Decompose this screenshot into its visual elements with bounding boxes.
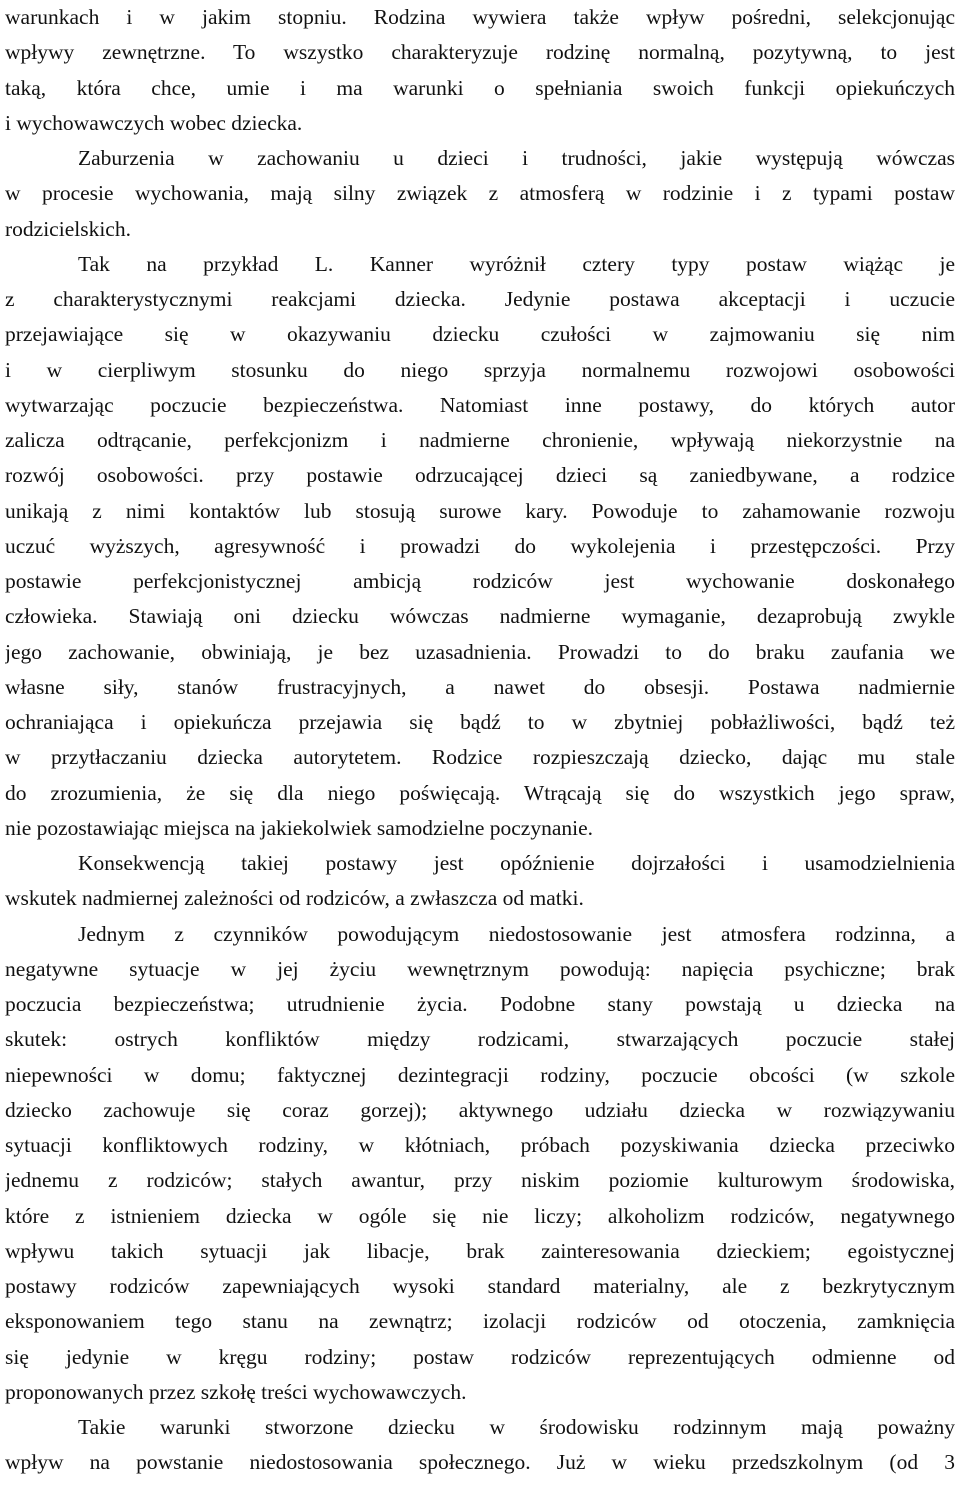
text-line: Konsekwencją takiej postawy jest opóźnienie dojrzałości i usamodzielnienia [78, 851, 955, 875]
text-line: człowieka. Stawiają oni dziecku wówczas nadmierne wymaganie, dezaprobują zwykle [5, 604, 955, 629]
text-line: nie pozostawiając miejsca na jakiekolwiek samodzielne poczynanie. [5, 815, 594, 840]
text-line: rodzicielskich. [5, 216, 131, 241]
text-line: proponowanych przez szkołę treści wychowawczych. [5, 1379, 467, 1404]
text-line: niepewności w domu; faktycznej dezintegracji rodziny, poczucie obcości (w szkole [5, 1062, 955, 1087]
text-line: postawy rodziców zapewniających wysoki standard materialny, ale z bezkrytycznym [5, 1274, 955, 1298]
text-line: postawie perfekcjonistycznej ambicją rodziców jest wychowanie doskonałego [5, 569, 955, 593]
text-line: się jedynie w kręgu rodziny; postaw rodziców reprezentujących odmienne od [5, 1344, 955, 1369]
text-line: negatywne sytuacje w jej życiu wewnętrznym powodują: napięcia psychiczne; brak [5, 956, 955, 981]
text-line: własne siły, stanów frustracyjnych, a nawet do obsesji. Postawa nadmiernie [5, 674, 955, 699]
text-line: eksponowaniem tego stanu na zewnątrz; izolacji rodziców od otoczenia, zamknięcia [5, 1309, 955, 1334]
text-line: przejawiające się w okazywaniu dziecku czułości w zajmowaniu się nim [5, 322, 955, 347]
text-line: wskutek nadmiernej zależności od rodziców, a zwłaszcza od matki. [5, 886, 584, 911]
document-page [5, 0, 955, 1481]
text-line: zalicza odtrącanie, perfekcjonizm i nadmierne chronienie, wpływają niekorzystnie na [5, 428, 955, 452]
text-line: Takie warunki stworzone dziecku w środowisku rodzinnym mają poważny [78, 1415, 955, 1439]
text-line: wytwarzając poczucie bezpieczeństwa. Natomiast inne postawy, do których autor [5, 392, 955, 417]
text-line: do zrozumienia, że się dla niego poświęcają. Wtrącają się do wszystkich jego spraw, [5, 780, 955, 805]
text-line: Tak na przykład L. Kanner wyróżnił cztery typy postaw wiążąc je [78, 251, 955, 276]
text-line: i wychowawczych wobec dziecka. [5, 110, 303, 135]
text-line: poczucia bezpieczeństwa; utrudnienie życia. Podobne stany powstają u dziecka na [5, 992, 955, 1016]
text-line: Jednym z czynników powodującym niedostosowanie jest atmosfera rodzinna, a [78, 921, 955, 946]
text-line: wpływu takich sytuacji jak libacje, brak zainteresowania dzieckiem; egoistycznej [5, 1238, 955, 1263]
text-line: wpływ na powstanie niedostosowania społecznego. Już w wieku przedszkolnym (od 3 [5, 1450, 955, 1475]
text-line: uczuć wyższych, agresywność i prowadzi do wykolejenia i przestępczości. Przy [5, 533, 955, 558]
text-line: rozwój osobowości. przy postawie odrzucającej dzieci są zaniedbywane, a rodzice [5, 463, 955, 488]
text-line: taką, która chce, umie i ma warunki o spełniania swoich funkcji opiekuńczych [5, 75, 955, 100]
text-line: w przytłaczaniu dziecka autorytetem. Rodzice rozpieszczają dziecko, dając mu stale [5, 745, 955, 770]
text-line: unikają z nimi kontaktów lub stosują surowe kary. Powoduje to zahamowanie rozwoju [5, 498, 955, 523]
text-line: skutek: ostrych konfliktów między rodzicami, stwarzających poczucie stałej [5, 1027, 955, 1052]
text-line: jednemu z rodziców; stałych awantur, przy niskim poziomie kulturowym środowiska, [5, 1168, 955, 1193]
text-line: w procesie wychowania, mają silny związek z atmosferą w rodzinie i z typami postaw [5, 181, 955, 206]
text-line: ochraniająca i opiekuńcza przejawia się bądź to w zbytniej pobłażliwości, bądź też [5, 710, 955, 734]
text-line: wpływy zewnętrzne. To wszystko charakteryzuje rodzinę normalną, pozytywną, to jest [5, 40, 955, 65]
text-line: sytuacji konfliktowych rodziny, w kłótniach, próbach pozyskiwania dziecka przeciwko [5, 1133, 955, 1157]
text-line: które z istnieniem dziecka w ogóle się nie liczy; alkoholizm rodziców, negatywnego [5, 1203, 955, 1228]
text-line: z charakterystycznymi reakcjami dziecka. Jedynie postawa akceptacji i uczucie [5, 287, 955, 311]
text-line: warunkach i w jakim stopniu. Rodzina wywiera także wpływ pośredni, selekcjonując [5, 5, 955, 29]
text-line: Zaburzenia w zachowaniu u dzieci i trudności, jakie występują wówczas [78, 146, 955, 170]
text-line: dziecko zachowuje się coraz gorzej); aktywnego udziału dziecka w rozwiązywaniu [5, 1097, 955, 1122]
text-line: i w cierpliwym stosunku do niego sprzyja normalnemu rozwojowi osobowości [5, 357, 955, 382]
text-line: jego zachowanie, obwiniają, je bez uzasadnienia. Prowadzi to do braku zaufania we [5, 639, 955, 664]
